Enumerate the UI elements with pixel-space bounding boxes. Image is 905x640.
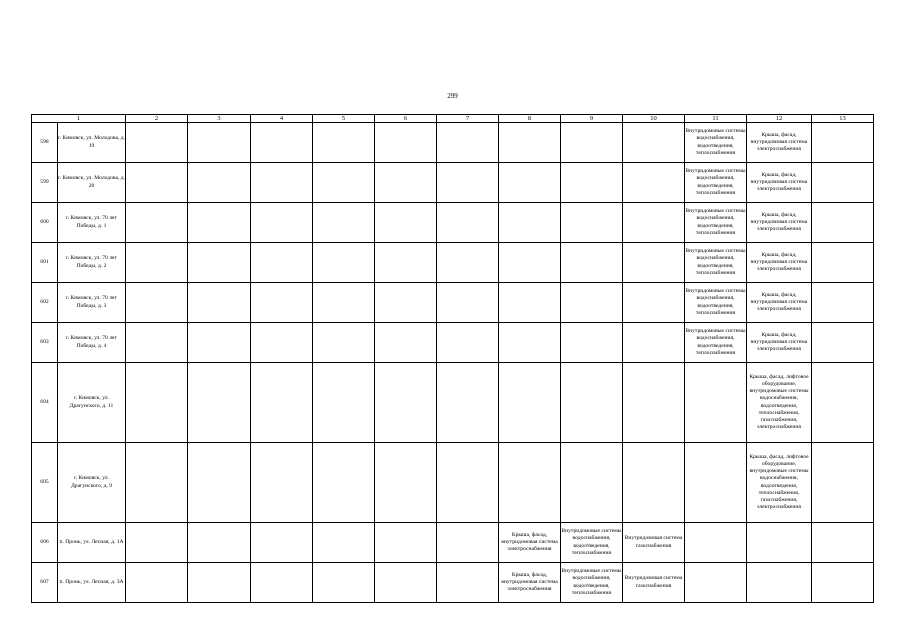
work-cell-col-10 (623, 283, 685, 323)
empty-cell-col-3 (188, 363, 251, 443)
work-cell-col-12: Крыша, фасад, внутридомовая система электроснабжения (747, 163, 812, 203)
empty-cell-col-2 (126, 523, 188, 563)
empty-cell-col-13 (812, 163, 874, 203)
empty-cell-col-5 (313, 323, 375, 363)
work-cell-col-9 (561, 163, 623, 203)
empty-cell-col-4 (251, 523, 313, 563)
empty-cell-col-13 (812, 123, 874, 163)
empty-cell-col-13 (812, 203, 874, 243)
empty-cell-col-3 (188, 243, 251, 283)
address-cell: г. Кимовск, ул. 70 лет Победы, д. 1 (58, 203, 126, 243)
address-cell: п. Пронь, ул. Лесная, д. 1А (58, 523, 126, 563)
empty-cell-col-2 (126, 243, 188, 283)
empty-cell-col-13 (812, 323, 874, 363)
empty-cell-col-7 (437, 563, 499, 603)
empty-cell-col-7 (437, 523, 499, 563)
row-number: 601 (32, 243, 58, 283)
table-row (32, 523, 874, 563)
column-header-9: 9 (561, 115, 623, 123)
empty-cell-col-3 (188, 283, 251, 323)
page-number: 299 (447, 92, 458, 100)
empty-cell-col-13 (812, 283, 874, 323)
empty-cell-col-4 (251, 563, 313, 603)
work-cell-col-11: Внутридомовые системы водоснабжения, водоотведения, теплоснабжения (685, 323, 747, 363)
empty-cell-col-7 (437, 243, 499, 283)
empty-cell-col-4 (251, 243, 313, 283)
works-table (31, 114, 874, 603)
empty-cell-col-2 (126, 563, 188, 603)
table-row (32, 363, 874, 443)
table-row (32, 243, 874, 283)
work-cell-col-12: Крыша, фасад, внутридомовая система электроснабжения (747, 243, 812, 283)
column-header-5: 5 (313, 115, 375, 123)
empty-cell-col-6 (375, 243, 437, 283)
empty-cell-col-4 (251, 363, 313, 443)
work-cell-col-12: Крыша, фасад, лифтовое оборудование, внутридомовые системы водоснабжения, водоотведения, теплоснабжения, газоснабжения, электроснабжения (747, 443, 812, 523)
work-cell-col-8 (499, 243, 561, 283)
address-cell: г. Кимовск, ул. Драгунского, д. 9 (58, 443, 126, 523)
table-row (32, 323, 874, 363)
table-row (32, 563, 874, 603)
empty-cell-col-5 (313, 243, 375, 283)
header-row (32, 115, 874, 123)
column-header-8: 8 (499, 115, 561, 123)
work-cell-col-8 (499, 203, 561, 243)
column-header-1: 1 (32, 115, 126, 123)
work-cell-col-8 (499, 283, 561, 323)
column-header-11: 11 (685, 115, 747, 123)
empty-cell-col-4 (251, 203, 313, 243)
empty-cell-col-2 (126, 123, 188, 163)
work-cell-col-10: Внутридомовая система газоснабжения (623, 523, 685, 563)
empty-cell-col-4 (251, 283, 313, 323)
empty-cell-col-5 (313, 523, 375, 563)
empty-cell-col-13 (812, 443, 874, 523)
work-cell-col-8 (499, 163, 561, 203)
work-cell-col-12: Крыша, фасад, внутридомовая система электроснабжения (747, 203, 812, 243)
empty-cell-col-5 (313, 363, 375, 443)
work-cell-col-11 (685, 443, 747, 523)
empty-cell-col-2 (126, 443, 188, 523)
empty-cell-col-7 (437, 123, 499, 163)
table-row (32, 203, 874, 243)
empty-cell-col-2 (126, 323, 188, 363)
empty-cell-col-2 (126, 363, 188, 443)
column-header-4: 4 (251, 115, 313, 123)
empty-cell-col-2 (126, 163, 188, 203)
column-header-12: 12 (747, 115, 812, 123)
address-cell: г. Кимовск, ул. 70 лет Победы, д. 4 (58, 323, 126, 363)
empty-cell-col-5 (313, 163, 375, 203)
empty-cell-col-5 (313, 123, 375, 163)
empty-cell-col-6 (375, 283, 437, 323)
empty-cell-col-5 (313, 283, 375, 323)
work-cell-col-10 (623, 443, 685, 523)
empty-cell-col-3 (188, 123, 251, 163)
work-cell-col-11: Внутридомовые системы водоснабжения, водоотведения, теплоснабжения (685, 243, 747, 283)
empty-cell-col-6 (375, 363, 437, 443)
work-cell-col-10 (623, 243, 685, 283)
work-cell-col-10 (623, 363, 685, 443)
work-cell-col-9 (561, 243, 623, 283)
work-cell-col-12 (747, 563, 812, 603)
empty-cell-col-7 (437, 363, 499, 443)
empty-cell-col-3 (188, 323, 251, 363)
column-header-6: 6 (375, 115, 437, 123)
column-header-7: 7 (437, 115, 499, 123)
empty-cell-col-3 (188, 443, 251, 523)
column-header-13: 13 (812, 115, 874, 123)
work-cell-col-11 (685, 523, 747, 563)
empty-cell-col-13 (812, 563, 874, 603)
work-cell-col-8 (499, 363, 561, 443)
address-cell: г. Кимовск, ул. Драгунского, д. 11 (58, 363, 126, 443)
work-cell-col-11: Внутридомовые системы водоснабжения, водоотведения, теплоснабжения (685, 283, 747, 323)
work-cell-col-9 (561, 203, 623, 243)
address-cell: п. Пронь, ул. Лесная, д. 3А (58, 563, 126, 603)
empty-cell-col-3 (188, 163, 251, 203)
table-row (32, 443, 874, 523)
empty-cell-col-5 (313, 203, 375, 243)
work-cell-col-9: Внутридомовые системы водоснабжения, водоотведения, теплоснабжения (561, 523, 623, 563)
empty-cell-col-4 (251, 123, 313, 163)
empty-cell-col-13 (812, 523, 874, 563)
work-cell-col-11: Внутридомовые системы водоснабжения, водоотведения, теплоснабжения (685, 203, 747, 243)
empty-cell-col-7 (437, 163, 499, 203)
work-cell-col-8: Крыша, фасад, внутридомовая система электроснабжения (499, 523, 561, 563)
empty-cell-col-13 (812, 363, 874, 443)
empty-cell-col-4 (251, 323, 313, 363)
empty-cell-col-7 (437, 203, 499, 243)
work-cell-col-9 (561, 363, 623, 443)
work-cell-col-11 (685, 563, 747, 603)
work-cell-col-10 (623, 323, 685, 363)
work-cell-col-9: Внутридомовые системы водоснабжения, водоотведения, теплоснабжения (561, 563, 623, 603)
row-number: 607 (32, 563, 58, 603)
work-cell-col-11 (685, 363, 747, 443)
work-cell-col-10 (623, 123, 685, 163)
empty-cell-col-6 (375, 203, 437, 243)
row-number: 600 (32, 203, 58, 243)
column-header-10: 10 (623, 115, 685, 123)
work-cell-col-8: Крыша, фасад, внутридомовая система электроснабжения (499, 563, 561, 603)
address-cell: г. Кимовск, ул. Молодова, д. 20 (58, 163, 126, 203)
empty-cell-col-3 (188, 523, 251, 563)
empty-cell-col-7 (437, 323, 499, 363)
work-cell-col-8 (499, 443, 561, 523)
work-cell-col-10: Внутридомовая система газоснабжения (623, 563, 685, 603)
empty-cell-col-4 (251, 443, 313, 523)
address-cell: г. Кимовск, ул. Молодова, д. 19 (58, 123, 126, 163)
column-header-3: 3 (188, 115, 251, 123)
empty-cell-col-5 (313, 443, 375, 523)
row-number: 604 (32, 363, 58, 443)
empty-cell-col-7 (437, 443, 499, 523)
empty-cell-col-2 (126, 283, 188, 323)
address-cell: г. Кимовск, ул. 70 лет Победы, д. 2 (58, 243, 126, 283)
address-cell: г. Кимовск, ул. 70 лет Победы, д. 3 (58, 283, 126, 323)
work-cell-col-9 (561, 123, 623, 163)
work-cell-col-9 (561, 443, 623, 523)
work-cell-col-9 (561, 283, 623, 323)
work-cell-col-10 (623, 163, 685, 203)
work-cell-col-12 (747, 523, 812, 563)
work-cell-col-12: Крыша, фасад, внутридомовая система электроснабжения (747, 323, 812, 363)
row-number: 602 (32, 283, 58, 323)
row-number: 606 (32, 523, 58, 563)
work-cell-col-8 (499, 123, 561, 163)
row-number: 599 (32, 163, 58, 203)
work-cell-col-12: Крыша, фасад, лифтовое оборудование, внутридомовые системы водоснабжения, водоотведения, теплоснабжения, газоснабжения, электроснабжения (747, 363, 812, 443)
empty-cell-col-7 (437, 283, 499, 323)
work-cell-col-11: Внутридомовые системы водоснабжения, водоотведения, теплоснабжения (685, 163, 747, 203)
empty-cell-col-4 (251, 163, 313, 203)
work-cell-col-12: Крыша, фасад, внутридомовая система электроснабжения (747, 123, 812, 163)
empty-cell-col-6 (375, 163, 437, 203)
empty-cell-col-13 (812, 243, 874, 283)
table-row (32, 123, 874, 163)
empty-cell-col-6 (375, 443, 437, 523)
empty-cell-col-6 (375, 323, 437, 363)
empty-cell-col-2 (126, 203, 188, 243)
work-cell-col-10 (623, 203, 685, 243)
work-cell-col-11: Внутридомовые системы водоснабжения, водоотведения, теплоснабжения (685, 123, 747, 163)
empty-cell-col-3 (188, 563, 251, 603)
work-cell-col-9 (561, 323, 623, 363)
row-number: 605 (32, 443, 58, 523)
empty-cell-col-6 (375, 523, 437, 563)
empty-cell-col-3 (188, 203, 251, 243)
table-row (32, 163, 874, 203)
table-row (32, 283, 874, 323)
work-cell-col-8 (499, 323, 561, 363)
row-number: 603 (32, 323, 58, 363)
work-cell-col-12: Крыша, фасад, внутридомовая система электроснабжения (747, 283, 812, 323)
column-header-2: 2 (126, 115, 188, 123)
empty-cell-col-5 (313, 563, 375, 603)
empty-cell-col-6 (375, 563, 437, 603)
empty-cell-col-6 (375, 123, 437, 163)
row-number: 598 (32, 123, 58, 163)
